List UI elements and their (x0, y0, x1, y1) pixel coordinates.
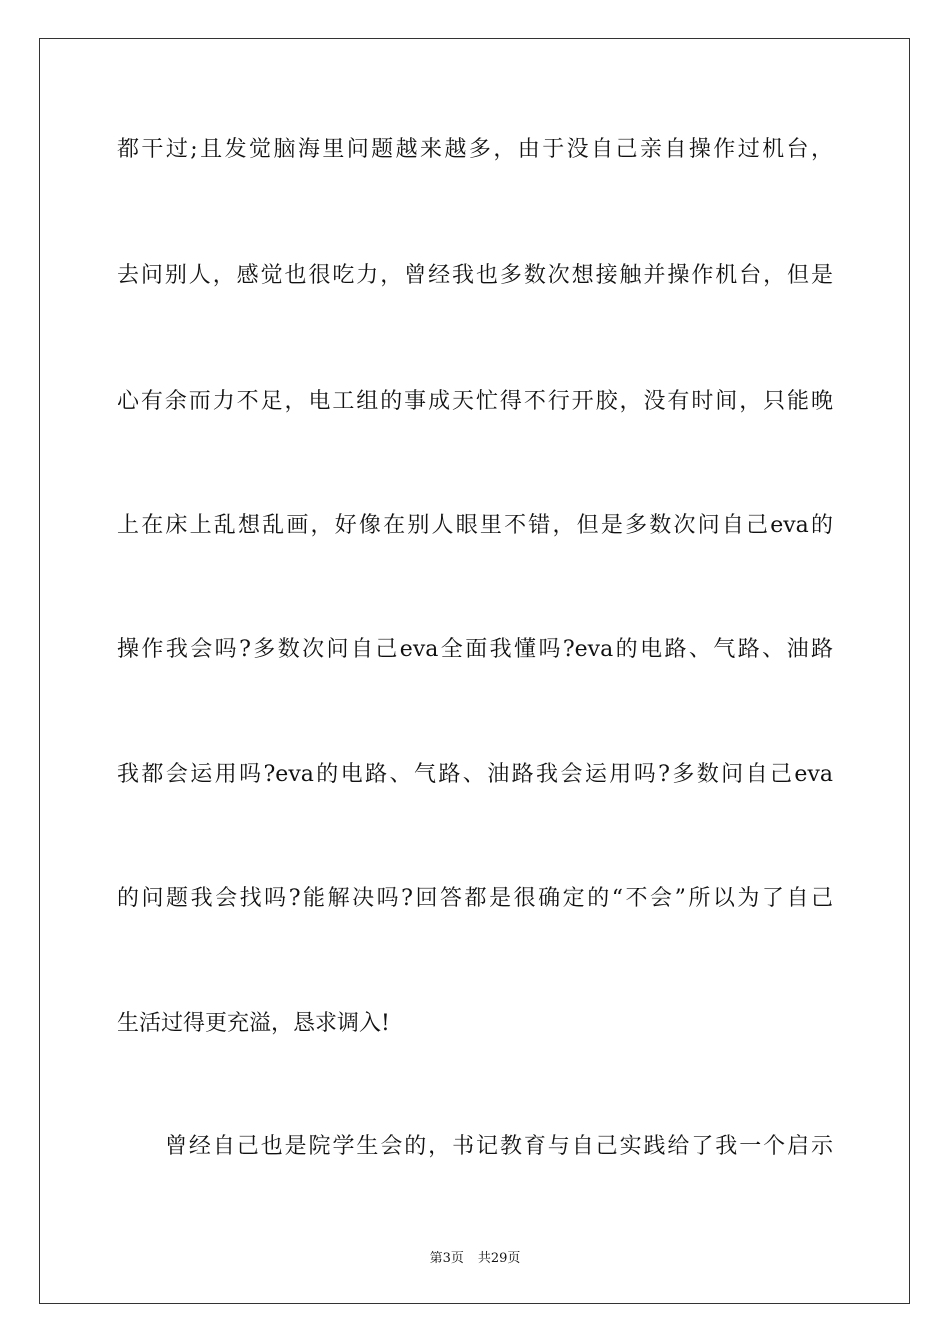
page-border (39, 38, 910, 1304)
page-total: 共29页 (477, 1251, 521, 1266)
paragraph-first-line: 曾经自己也是院学生会的，书记教育与自己实践给了我一个启示 (165, 1134, 833, 1159)
text-line: 都干过;且发觉脑海里问题越来越多，由于没自己亲自操作过机台， (117, 137, 833, 162)
text-line: 生活过得更充溢，恳求调入! (117, 1011, 390, 1036)
page-number: 第3页 (429, 1251, 464, 1266)
text-line: 上在床上乱想乱画，好像在别人眼里不错，但是多数次问自己eva的 (117, 513, 833, 538)
page-footer (0, 1247, 950, 1266)
text-line: 去问别人，感觉也很吃力，曾经我也多数次想接触并操作机台，但是 (117, 263, 833, 288)
text-line: 操作我会吗?多数次问自己eva全面我懂吗?eva的电路、气路、油路 (117, 637, 833, 662)
text-line: 心有余而力不足，电工组的事成天忙得不行开胶，没有时间，只能晚 (117, 389, 833, 414)
text-line: 我都会运用吗?eva的电路、气路、油路我会运用吗?多数问自己eva (117, 762, 833, 787)
text-line: 的问题我会找吗?能解决吗?回答都是很确定的“不会”所以为了自己 (117, 886, 833, 911)
